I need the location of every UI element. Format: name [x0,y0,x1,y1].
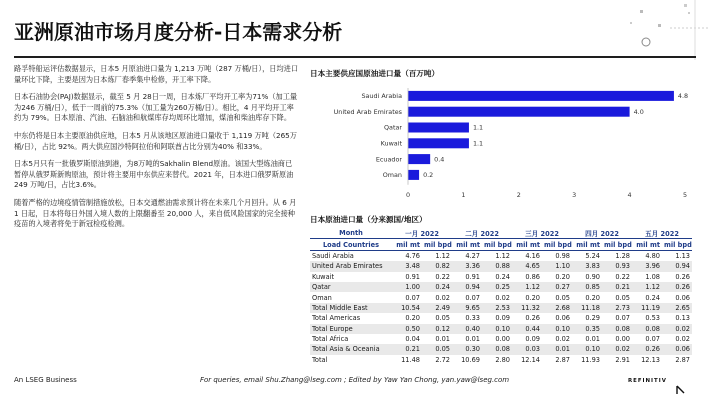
table-cell: 1.12 [512,282,542,292]
unit-header: mil bpd [604,240,632,249]
table-cell: 1.10 [542,261,572,271]
table-cell: 0.91 [405,272,420,281]
category-label: Qatar [384,123,402,132]
table-cell: 0.88 [482,261,512,271]
category-label: Saudi Arabia [361,92,402,101]
table-cell: 0.33 [465,314,480,323]
table-cell: 0.02 [662,324,692,334]
table-cell: 0.44 [512,324,542,334]
table-cell: 0.98 [555,251,570,260]
table-cell: 0.06 [675,293,690,302]
table-cell: 0.94 [662,261,692,271]
month-header: 四月 2022 [572,228,632,239]
table-cell: 0.02 [555,335,570,344]
table-cell: 4.65 [512,261,542,271]
table-row [310,303,692,313]
chart-title: 日本主要供应国原油进口量（百万吨） [310,69,440,78]
table-cell: 11.48 [401,355,420,364]
table-cell: 9.65 [452,303,482,313]
table-cell: 5.24 [585,251,600,260]
table-cell: 0.01 [585,335,600,344]
table-cell: 0.05 [435,314,450,323]
row-country: Total Africa [312,335,349,344]
table-cell: 11.93 [581,355,600,364]
table-cell: 0.03 [512,344,542,354]
table-cell: 0.20 [555,272,570,281]
analysis-text-column [14,64,299,237]
category-label: United Arab Emirates [333,107,402,116]
table-cell: 2.49 [422,303,452,313]
table-row [310,261,692,271]
row-country: Qatar [310,282,392,292]
table-cell: 0.22 [615,272,630,281]
decorative-corner-graphic [600,0,710,60]
import-table-wrap [310,228,692,365]
table-cell: 11.32 [512,303,542,313]
row-country: Total Middle East [310,303,392,313]
table-cell: 2.87 [675,355,690,364]
table-cell: 0.22 [435,272,450,281]
table-cell: 4.16 [525,251,540,260]
table-cell: 0.01 [542,344,572,354]
data-label: 0.2 [423,171,434,180]
table-row [310,355,692,365]
table-cell: 0.20 [525,293,540,302]
unit-header: mil mt [452,239,482,250]
table-cell: 0.93 [602,261,632,271]
refinitiv-logo-icon [676,385,686,395]
table-cell: 0.29 [585,314,600,323]
table-cell: 0.82 [422,261,452,271]
table-cell: 0.53 [645,314,660,323]
table-cell: 2.73 [602,303,632,313]
x-tick-label: 5 [682,190,688,199]
bar [408,170,419,180]
table-cell: 11.18 [572,303,602,313]
bar-chart-svg [310,82,700,202]
unit-header: mil mt [392,239,422,250]
unit-header: mil mt [512,239,542,250]
table-cell: 0.25 [482,282,512,292]
import-bar-chart [310,82,700,202]
table-row [310,250,692,261]
table-cell: 0.05 [615,293,630,302]
table-cell: 0.26 [675,272,690,281]
table-cell: 3.83 [572,261,602,271]
table-cell: 0.24 [645,293,660,302]
table-cell: 10.69 [461,355,480,364]
table-cell: 0.01 [435,335,450,344]
paragraph: 随着严格的边境疫情管制措施放松，日本交通燃油需求预计将在未来几个月回升。从 6 月 1 日起，日本将每日外国入境人数的上限翻番至 20,000 人，来自低风险国家的完全接种疫苗的入境者将免于新冠检疫检测。 [14,197,297,229]
table-cell: 3.36 [452,261,482,271]
table-row [310,313,692,323]
table-cell: 1.12 [435,251,450,260]
row-country: Saudi Arabia [312,251,354,260]
table-cell: 1.12 [632,282,662,292]
row-country: Total Europe [310,324,392,334]
table-cell: 12.13 [641,355,660,364]
row-country: Total Asia & Oceania [310,344,392,354]
table-cell: 0.20 [585,293,600,302]
footer-contact: For queries, email Shu.Zhang@lseg.com ; Edited by Yaw Yan Chong, yan.yaw@lseg.com [200,376,510,384]
table-cell: 3.96 [632,261,662,271]
month-header: 三月 2022 [512,228,572,239]
table-cell: 0.35 [572,324,602,334]
data-label: 1.1 [472,139,484,148]
table-cell: 2.68 [542,303,572,313]
table-cell: 0.13 [675,314,690,323]
x-tick-label: 0 [405,190,411,199]
table-cell: 0.40 [452,324,482,334]
table-title: 日本原油进口量（分来源国/地区） [310,215,427,224]
table-cell: 0.30 [452,344,482,354]
category-label: Ecuador [375,155,402,164]
data-label: 0.4 [434,155,445,164]
table-cell: 0.02 [602,344,632,354]
table-cell: 0.02 [435,293,450,302]
paragraph: 路孚特船运评估数据显示，日本5 月原油进口量为 1,213 万吨（287 万桶/日），日均进口量环比下降，主要是因为日本炼厂春季集中检修，开工率下降。 [14,64,299,84]
table-cell: 0.27 [542,282,572,292]
table-cell: 0.21 [392,344,422,354]
table-cell: 1.13 [675,251,690,260]
data-label: 4.0 [633,107,644,116]
table-cell: 1.28 [615,251,630,260]
table-row [310,324,692,334]
table-cell: 0.05 [422,344,452,354]
table-cell: 0.08 [482,344,512,354]
table-cell: 4.76 [405,251,420,260]
table-cell: 0.91 [465,272,480,281]
table-cell: 0.94 [452,282,482,292]
table-cell: 0.90 [585,272,600,281]
table-cell: 1.00 [392,282,422,292]
table-cell: 2.80 [495,355,510,364]
row-country: Oman [312,293,332,302]
table-cell: 0.02 [495,293,510,302]
header-country-label: Load Countries [310,239,392,250]
table-cell: 1.12 [495,251,510,260]
paragraph: 中东仍将是日本主要原油供应地，日本5 月从该地区原油进口量收于 1,119 万吨（265万桶/日），占比 92%。两大供应国沙特阿拉伯和阿联酋占比分别为40% 和33%。 [14,130,297,151]
x-tick-label: 3 [572,190,577,199]
table-cell: 0.06 [662,344,692,354]
table-cell: 0.26 [632,344,662,354]
table-cell: 12.14 [521,355,540,364]
table-header-months [310,228,692,239]
table-row [310,292,692,302]
table-cell: 0.12 [422,324,452,334]
table-row [310,344,692,354]
table-cell: 0.20 [405,314,420,323]
table-row [310,272,692,282]
table-cell: 0.24 [422,282,452,292]
table-cell: 4.80 [645,251,660,260]
row-country: Kuwait [312,272,335,281]
row-country: Total Americas [312,314,361,323]
header-month-label: Month [310,228,392,239]
unit-header: mil bpd [544,240,572,249]
bar [408,154,430,164]
x-tick-label: 1 [461,190,466,199]
table-cell: 2.91 [615,355,630,364]
table-cell: 10.54 [392,303,422,313]
table-cell: 11.19 [632,303,662,313]
table-cell: 0.85 [572,282,602,292]
month-header: 五月 2022 [632,228,692,239]
page-title: 亚洲原油市场月度分析-日本需求分析 [14,20,343,44]
table-cell: 0.26 [525,314,540,323]
x-tick-label: 2 [516,190,521,199]
row-country: United Arab Emirates [310,261,392,271]
table-cell: 4.27 [465,251,480,260]
table-cell: 0.26 [662,282,692,292]
table-cell: 0.10 [572,344,602,354]
bar [408,123,469,133]
table-header-units [310,239,692,250]
table-cell: 0.09 [525,335,540,344]
table-cell: 0.10 [542,324,572,334]
table-cell: 0.09 [495,314,510,323]
table-row [310,334,692,344]
table-cell: 0.07 [645,335,660,344]
row-country: Total [312,355,328,364]
data-label: 4.8 [677,92,689,101]
unit-header: mil mt [572,239,602,250]
table-cell: 0.07 [405,293,420,302]
table-cell: 0.07 [465,293,480,302]
bar [408,138,469,148]
bar [408,91,674,101]
table-cell: 0.50 [392,324,422,334]
data-label: 1.1 [472,123,484,132]
footer-company: An LSEG Business [14,376,77,384]
unit-header: mil bpd [424,240,452,249]
table-cell: 1.08 [645,272,660,281]
table-cell: 0.08 [602,324,632,334]
table-cell: 2.53 [482,303,512,313]
unit-header: mil bpd [664,240,692,249]
table-cell: 0.00 [615,335,630,344]
category-label: Kuwait [380,139,402,148]
unit-header: mil mt [632,239,662,250]
table-cell: 0.07 [615,314,630,323]
month-header: 二月 2022 [452,228,512,239]
table-cell: 3.48 [392,261,422,271]
refinitiv-logo-text: REFINITIV [628,378,667,384]
table-cell: 0.01 [465,335,480,344]
table-row [310,282,692,292]
table-cell: 0.06 [555,314,570,323]
table-body [310,250,692,365]
title-divider [14,56,696,58]
table-cell: 2.65 [662,303,692,313]
category-label: Oman [382,171,402,180]
month-header: 一月 2022 [392,228,452,239]
table-cell: 2.72 [435,355,450,364]
table-cell: 0.08 [632,324,662,334]
table-cell: 0.10 [482,324,512,334]
table-cell: 0.00 [495,335,510,344]
table-cell: 0.21 [602,282,632,292]
paragraph: 日本石油协会(PAJ)数据显示，截至 5 月 28日一周，日本炼厂平均开工率为71%（加工量为246 万桶/日），低于一周前的75.3%（加工量为260万桶/日）。相比，4 月平均开工率约为 79%。日本原油、汽油、石脑油和航煤库存均周环比增加，煤油和柴油库存下降。 [14,92,298,123]
bar [408,107,630,117]
table-cell: 0.04 [405,335,420,344]
table-cell: 0.05 [555,293,570,302]
x-tick-label: 4 [627,190,632,199]
table-cell: 0.02 [675,335,690,344]
unit-header: mil bpd [484,240,512,249]
table-cell: 0.86 [525,272,540,281]
table-cell: 2.87 [555,355,570,364]
import-table [310,228,692,365]
table-cell: 0.24 [495,272,510,281]
paragraph: 日本5月只有一批俄罗斯原油到港，为8万吨的Sakhalin Blend原油。该国大型炼油商已暂停从俄罗斯新购原油，预计将主要用中东供应来替代。2021 年，日本进口俄罗斯原油 249 万吨/日，占比3.6%。 [14,159,294,190]
